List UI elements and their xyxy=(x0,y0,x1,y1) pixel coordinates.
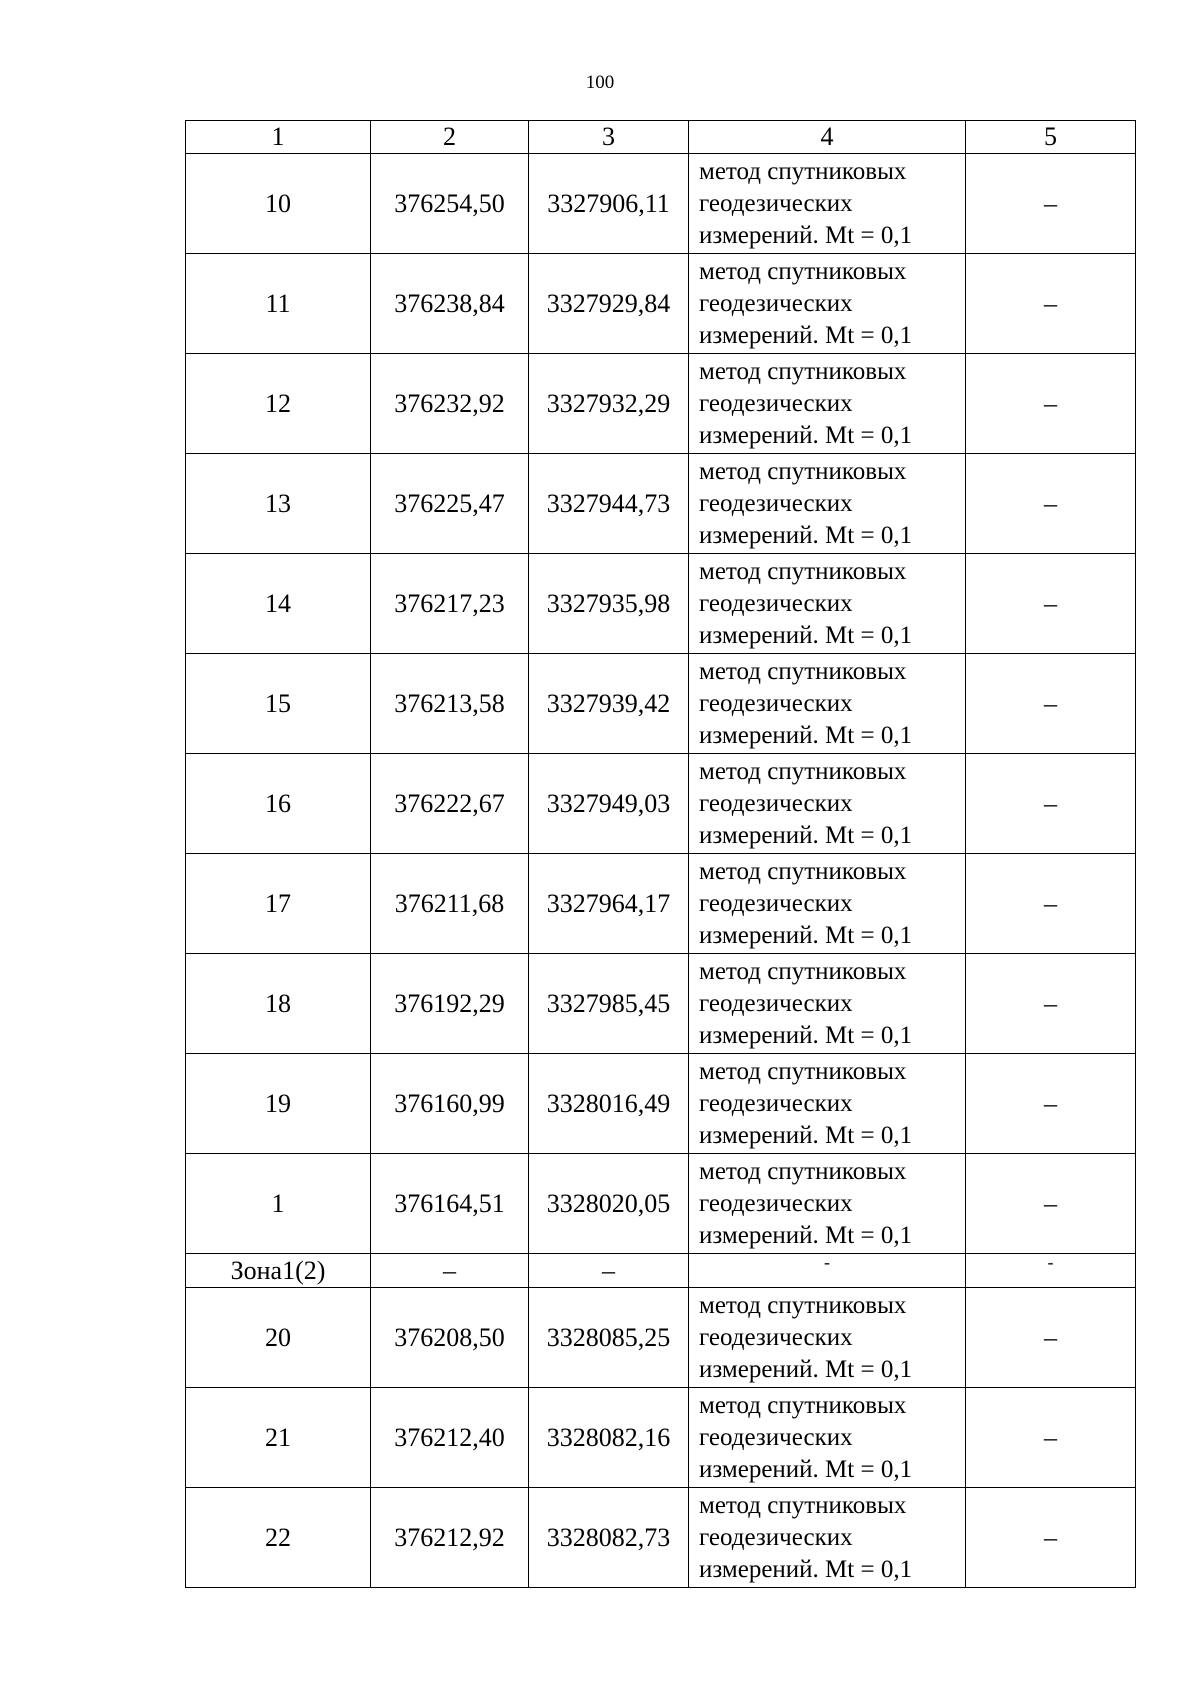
method-cell xyxy=(689,1388,966,1488)
y-coordinate-cell: 3328016,49 xyxy=(529,1054,689,1154)
method-line: метод спутниковых xyxy=(699,1291,907,1319)
method-line: геодезических xyxy=(699,789,853,817)
zone-dash-cell: – xyxy=(529,1254,689,1288)
table-row xyxy=(186,654,1136,754)
point-number-cell: 10 xyxy=(186,154,371,254)
method-cell xyxy=(689,1154,966,1254)
y-coordinate-cell: 3327939,42 xyxy=(529,654,689,754)
header-cell: 2 xyxy=(371,121,529,154)
method-line: измерений. Mt = 0,1 xyxy=(699,721,913,749)
method-line: метод спутниковых xyxy=(699,1157,907,1185)
zone-dash-cell: - xyxy=(689,1254,966,1288)
point-number-cell: 16 xyxy=(186,754,371,854)
method-line: геодезических xyxy=(699,889,853,917)
method-line: метод спутниковых xyxy=(699,1057,907,1085)
table-row xyxy=(186,1054,1136,1154)
method-line: метод спутниковых xyxy=(699,257,907,285)
y-coordinate-cell: 3327949,03 xyxy=(529,754,689,854)
y-coordinate-cell: 3328020,05 xyxy=(529,1154,689,1254)
method-line: измерений. Mt = 0,1 xyxy=(699,1355,913,1383)
method-line: измерений. Mt = 0,1 xyxy=(699,521,913,549)
point-number-cell: 20 xyxy=(186,1288,371,1388)
y-coordinate-cell: 3327906,11 xyxy=(529,154,689,254)
method-line: измерений. Mt = 0,1 xyxy=(699,1555,913,1583)
header-cell: 4 xyxy=(689,121,966,154)
method-cell xyxy=(689,454,966,554)
method-line: метод спутниковых xyxy=(699,357,907,385)
page-number: 100 xyxy=(585,72,615,93)
method-line: метод спутниковых xyxy=(699,157,907,185)
note-cell: – xyxy=(966,754,1136,854)
method-cell xyxy=(689,154,966,254)
method-line: метод спутниковых xyxy=(699,557,907,585)
x-coordinate-cell: 376232,92 xyxy=(371,354,529,454)
y-coordinate-cell: 3328082,16 xyxy=(529,1388,689,1488)
note-cell: – xyxy=(966,854,1136,954)
method-line: измерений. Mt = 0,1 xyxy=(699,1221,913,1249)
method-cell xyxy=(689,1288,966,1388)
note-cell: – xyxy=(966,1154,1136,1254)
point-number-cell: 22 xyxy=(186,1488,371,1588)
method-line: метод спутниковых xyxy=(699,1491,907,1519)
x-coordinate-cell: 376213,58 xyxy=(371,654,529,754)
x-coordinate-cell: 376238,84 xyxy=(371,254,529,354)
method-line: геодезических xyxy=(699,589,853,617)
y-coordinate-cell: 3328085,25 xyxy=(529,1288,689,1388)
x-coordinate-cell: 376212,92 xyxy=(371,1488,529,1588)
note-cell: – xyxy=(966,554,1136,654)
y-coordinate-cell: 3327985,45 xyxy=(529,954,689,1054)
y-coordinate-cell: 3327929,84 xyxy=(529,254,689,354)
method-line: геодезических xyxy=(699,1423,853,1451)
y-coordinate-cell: 3327944,73 xyxy=(529,454,689,554)
method-line: геодезических xyxy=(699,1089,853,1117)
method-line: метод спутниковых xyxy=(699,957,907,985)
point-number-cell: 15 xyxy=(186,654,371,754)
x-coordinate-cell: 376211,68 xyxy=(371,854,529,954)
y-coordinate-cell: 3327932,29 xyxy=(529,354,689,454)
x-coordinate-cell: 376222,67 xyxy=(371,754,529,854)
y-coordinate-cell: 3328082,73 xyxy=(529,1488,689,1588)
point-number-cell: 18 xyxy=(186,954,371,1054)
note-cell: – xyxy=(966,254,1136,354)
method-cell xyxy=(689,654,966,754)
y-coordinate-cell: 3327935,98 xyxy=(529,554,689,654)
table-row xyxy=(186,1388,1136,1488)
y-coordinate-cell: 3327964,17 xyxy=(529,854,689,954)
point-number-cell: 11 xyxy=(186,254,371,354)
zone-dash-cell: - xyxy=(966,1254,1136,1288)
table-row xyxy=(186,854,1136,954)
point-number-cell: 14 xyxy=(186,554,371,654)
table-row xyxy=(186,454,1136,554)
method-line: измерений. Mt = 0,1 xyxy=(699,1121,913,1149)
x-coordinate-cell: 376212,40 xyxy=(371,1388,529,1488)
method-cell xyxy=(689,954,966,1054)
method-line: измерений. Mt = 0,1 xyxy=(699,1455,913,1483)
table-row xyxy=(186,1288,1136,1388)
note-cell: – xyxy=(966,154,1136,254)
table-row xyxy=(186,554,1136,654)
table-row xyxy=(186,354,1136,454)
note-cell: – xyxy=(966,1054,1136,1154)
zone-dash-cell: – xyxy=(371,1254,529,1288)
zone-row xyxy=(186,1254,1136,1288)
table-row xyxy=(186,754,1136,854)
method-line: геодезических xyxy=(699,389,853,417)
method-line: метод спутниковых xyxy=(699,657,907,685)
method-line: измерений. Mt = 0,1 xyxy=(699,821,913,849)
method-line: геодезических xyxy=(699,289,853,317)
table-row xyxy=(186,254,1136,354)
method-line: измерений. Mt = 0,1 xyxy=(699,421,913,449)
point-number-cell: 17 xyxy=(186,854,371,954)
note-cell: – xyxy=(966,1488,1136,1588)
method-line: геодезических xyxy=(699,689,853,717)
x-coordinate-cell: 376208,50 xyxy=(371,1288,529,1388)
method-line: геодезических xyxy=(699,1523,853,1551)
method-line: геодезических xyxy=(699,989,853,1017)
note-cell: – xyxy=(966,454,1136,554)
header-cell: 3 xyxy=(529,121,689,154)
method-cell xyxy=(689,254,966,354)
table-row xyxy=(186,154,1136,254)
method-line: измерений. Mt = 0,1 xyxy=(699,221,913,249)
method-line: метод спутниковых xyxy=(699,757,907,785)
header-cell: 1 xyxy=(186,121,371,154)
method-line: метод спутниковых xyxy=(699,457,907,485)
method-line: измерений. Mt = 0,1 xyxy=(699,621,913,649)
note-cell: – xyxy=(966,1288,1136,1388)
point-number-cell: 21 xyxy=(186,1388,371,1488)
method-cell xyxy=(689,754,966,854)
point-number-cell: 12 xyxy=(186,354,371,454)
x-coordinate-cell: 376254,50 xyxy=(371,154,529,254)
method-line: геодезических xyxy=(699,1323,853,1351)
x-coordinate-cell: 376217,23 xyxy=(371,554,529,654)
header-cell: 5 xyxy=(966,121,1136,154)
note-cell: – xyxy=(966,354,1136,454)
method-cell xyxy=(689,554,966,654)
method-cell xyxy=(689,354,966,454)
table-row xyxy=(186,1488,1136,1588)
point-number-cell: 1 xyxy=(186,1154,371,1254)
note-cell: – xyxy=(966,654,1136,754)
method-cell xyxy=(689,1488,966,1588)
method-line: метод спутниковых xyxy=(699,857,907,885)
table-row xyxy=(186,954,1136,1054)
method-cell xyxy=(689,854,966,954)
method-line: измерений. Mt = 0,1 xyxy=(699,921,913,949)
method-cell xyxy=(689,1054,966,1154)
point-number-cell: 19 xyxy=(186,1054,371,1154)
x-coordinate-cell: 376225,47 xyxy=(371,454,529,554)
x-coordinate-cell: 376164,51 xyxy=(371,1154,529,1254)
method-line: геодезических xyxy=(699,189,853,217)
x-coordinate-cell: 376192,29 xyxy=(371,954,529,1054)
method-line: геодезических xyxy=(699,489,853,517)
method-line: измерений. Mt = 0,1 xyxy=(699,1021,913,1049)
method-line: метод спутниковых xyxy=(699,1391,907,1419)
x-coordinate-cell: 376160,99 xyxy=(371,1054,529,1154)
method-line: измерений. Mt = 0,1 xyxy=(699,321,913,349)
note-cell: – xyxy=(966,1388,1136,1488)
note-cell: – xyxy=(966,954,1136,1054)
table-header-row xyxy=(186,121,1136,154)
zone-label-cell: Зона1(2) xyxy=(186,1254,371,1288)
point-number-cell: 13 xyxy=(186,454,371,554)
coordinates-table xyxy=(185,120,1136,1588)
table-row xyxy=(186,1154,1136,1254)
method-line: геодезических xyxy=(699,1189,853,1217)
